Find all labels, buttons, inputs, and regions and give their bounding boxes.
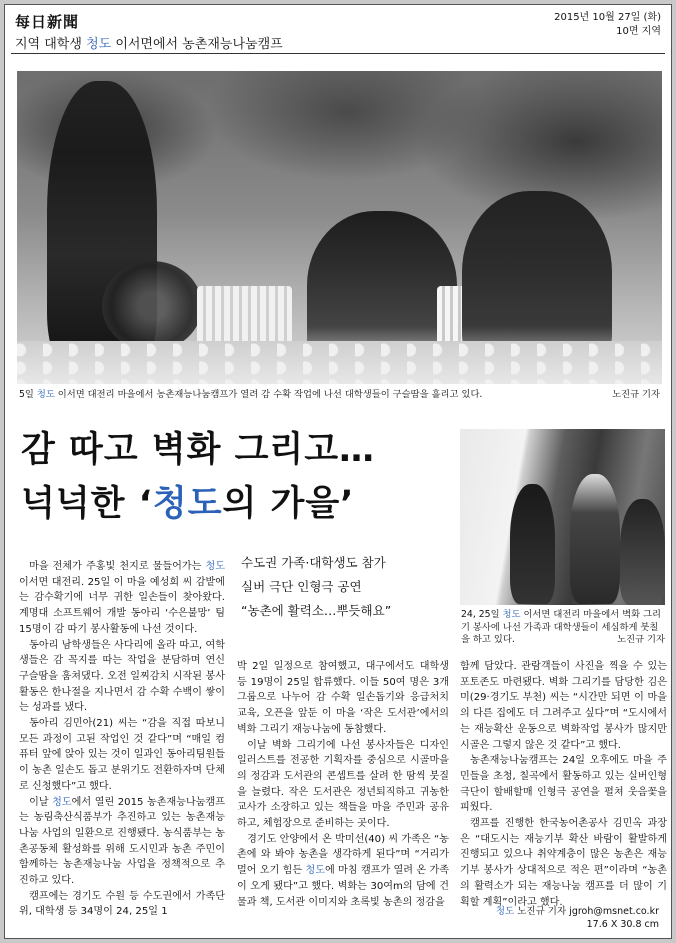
paragraph: 동아리 김민아(21) 씨는 “감을 직접 따보니 모든 과정이 고된 작업인 것 같다”며 “매일 컴퓨터 앞에 앉아 있는 것이 일과인 동아리팀원들이 농촌 일손도 돕고 분위기도 전환하자며 단체로 신청했다”고 했다. (19, 718, 225, 792)
paragraph: 박 2일 일정으로 참여했고, 대구에서도 대학생 등 19명이 25일 합류했다. 이들 50여 명은 3개 그룹으로 나누어 감 수확 일손돕기와 응급처치 교육, 오픈을 앞둔 이 마을 ‘작은 도서관’에서의 벽화 그리기 재능나눔에 동참했다. (237, 661, 449, 735)
article-column-2 (237, 659, 449, 910)
paragraph: 동아리 남학생들은 사다리에 올라 따고, 여학생들은 감 꼭지를 따는 작업을 분담하며 연신 구슬땀을 훔쳐댔다. 오전 일찌감치 시작된 봉사활동은 한나절을 지나면서 감 수확 수백이 쌓이는 성과를 냈다. (19, 639, 225, 714)
subtitle-block (241, 551, 451, 623)
header-rule (11, 53, 665, 54)
paragraph: 캠프에는 경기도 수원 등 수도권에서 가족단위, 대학생 등 34명이 24, 25일 1 (19, 890, 225, 918)
masthead: 每日新聞 (15, 13, 80, 31)
paragraph: 이날 청도에서 열린 2015 농촌재능나눔캠프는 농림축산식품부가 추진하고 있는 농촌재능나눔 사업의 일환으로 진행됐다. 농식품부는 농촌공동체 활성화를 위해 도시민과 농촌 주민이 함께하는 농촌재능나눔 사업을 정책적으로 추진하고 있다. (19, 796, 225, 887)
photo-credit: 노진규 기자 (612, 389, 660, 400)
paragraph: 경기도 안양에서 온 박미선(40) 씨 가족은 “농촌에 와 봐야 농촌을 생각하게 된다”며 “거리가 멀어 오기 힘든 청도에 마침 캠프가 열려 온 가족이 오게 됐다”고 했다. 벽화는 30여m의 담에 건물과 책, 도서관 이미지와 초록빛 농촌의 정감을 (237, 833, 449, 908)
subtitle-1: 수도권 가족·대학생도 참가 (241, 555, 386, 570)
paragraph: 캠프를 진행한 한국농어촌공사 김민옥 과장은 “대도시는 재능기부 확산 바람이 활발하게 진행되고 있으나 취약계층이 많은 농촌은 재능기부 봉사가 상대적으로 적은 편”이라며 “농촌의 활력소가 되는 재능나눔 캠프를 더 많이 기획할 계획”이라고 했다. (460, 818, 667, 908)
paragraph: 농촌재능나눔캠프는 24일 오후에도 마을 주민들을 초청, 칠곡에서 활동하고 있는 실버인형극단이 할배할매 인형극 공연을 펼쳐 웃음꽃을 피웠다. (460, 755, 667, 814)
photo-credit-mural: 노진규 기자 (617, 634, 665, 645)
photo-caption-mural: 24, 25일 청도 이서면 대전리 마을에서 벽화 그리기 봉사에 나선 가족과 대학생들이 세심하게 붓칠을 하고 있다. 노진규 기자 (461, 609, 665, 645)
subtitle-2: 실버 극단 인형극 공연 (241, 579, 362, 594)
headline (21, 423, 375, 531)
byline (496, 905, 659, 931)
newspaper-page (4, 4, 672, 939)
mural-painting-photo (460, 429, 665, 605)
subtitle-3: “농촌에 활력소…뿌듯해요” (241, 603, 392, 618)
issue-date: 2015년 10월 27일 (화) (554, 12, 661, 23)
headline-line2: 넉넉한 ‘청도의 가을’ (21, 484, 355, 524)
paragraph: 마을 전체가 주홍빛 천지로 물들어가는 청도 이서면 대전리. 25일 이 마을 예성희 씨 감밭에는 감수확기에 너무 귀한 일손들이 찾아왔다. 계명대 소프트웨어 개발 동아리 ‘수은불망’ 팀 15명이 감 따기 봉사활동에 나선 것이다. (19, 561, 225, 635)
dateline (554, 11, 661, 39)
paragraph: 이날 벽화 그리기에 나선 봉사자들은 디자인 일러스트를 전공한 기획자를 중심으로 시골마을의 정감과 도서관의 콘셉트를 살려 한 땀씩 붓질을 늘렸다. 작은 도서관은 정년퇴직하고 귀농한 교사가 소장하고 있는 책들을 마을 주민과 공유하고, 체험장으로 준비하는 곳이다. (237, 739, 449, 830)
article-size: 17.6 X 30.8 cm (586, 919, 659, 930)
article-column-1 (19, 559, 225, 920)
article-column-3 (460, 659, 667, 910)
headline-line1: 감 따고 벽화 그리고… (21, 430, 376, 470)
paragraph: 함께 담았다. 관람객들이 사진을 찍을 수 있는 포토존도 마련됐다. 벽화 그리기를 담당한 김은미(29·경기도 부천) 씨는 “시간만 되면 이 마을의 다른 집에도 더 그려주고 싶다”며 “도시에서는 재능확산 운동으로 벽화작업 봉사가 많지만 시골은 그렇지 않은 것 같다”고 했다. (460, 661, 667, 751)
persimmon-harvest-photo (17, 71, 662, 384)
photo-caption-main: 5일 청도 이서면 대전리 마을에서 농촌재능나눔캠프가 열려 감 수확 작업에 나선 대학생들이 구슬땀을 흘리고 있다. 노진규 기자 (19, 389, 660, 400)
section-subhead: 지역 대학생 청도 이서면에서 농촌재능나눔캠프 (15, 37, 283, 52)
reporter-email: 청도 노진규 기자 jgroh@msnet.co.kr (495, 906, 659, 917)
page-section: 10면 지역 (616, 26, 661, 37)
